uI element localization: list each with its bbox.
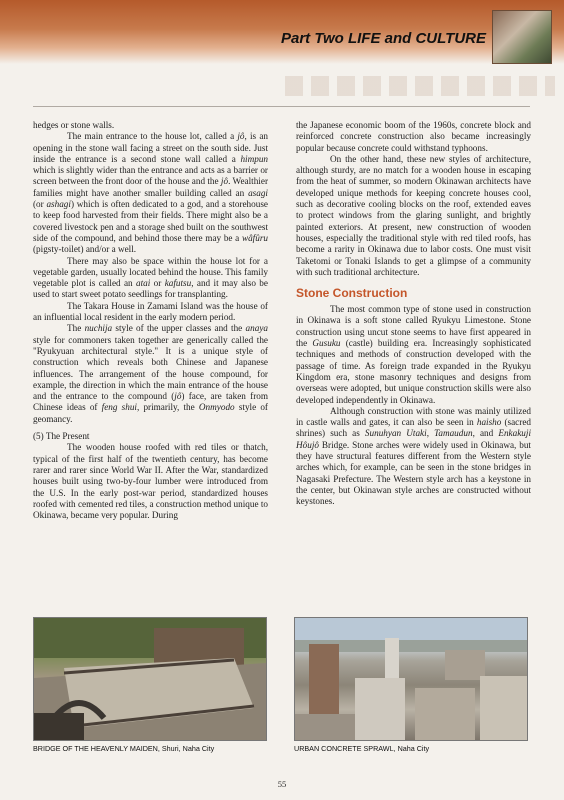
photo-caption: URBAN CONCRETE SPRAWL, Naha City xyxy=(294,744,430,753)
paragraph: Although construction with stone was mainly utilized in castle walls and gates, it can also be seen in haisho (sacred shrines) such as Sunuhyan Utaki, Tamaudun, and Enkakuji Hôujô Bridge. Stone arches were widely used in Okinawa, but they have structural features different from the Western style arches which, for example, can be seen in the stone bridges in Nagasaki Prefecture. The Western style arch has a keystone in the center, but Okinawan style arches are constructed without keystones. xyxy=(296,405,531,507)
faded-background-text xyxy=(285,76,555,96)
header-divider xyxy=(33,106,530,107)
paragraph: hedges or stone walls. xyxy=(33,120,115,130)
subsection-heading: (5) The Present xyxy=(33,431,90,442)
paragraph: On the other hand, these new styles of architecture, although sturdy, are no match for a wooden house in escaping from the heat of summer, so modern Okinawan architects have developed unique methods for keeping concrete houses cool, such as decorative cooling blocks on the roof, extended eaves to protect windows from the glaring sunlight, and brightly painted exteriors. At present, new construction of wooden houses, especially the traditional style with red tiled roofs, has become a rarity in Okinawa due to labor costs. One must visit Taketomi or Tonaki Islands to get a glimpse of a community with such traditional architecture. xyxy=(296,153,531,277)
section-heading: Stone Construction xyxy=(296,286,408,301)
paragraph: The nuchija style of the upper classes and the anaya style for commoners taken together are generically called the "Ryukyuan architectural style." It is a unique style of construction which reveals both Chinese and Japanese influences. The arrangement of the house compound, for example, the direction in which the main entrance of the house and the entrance to the compound (jô) face, are taken from Chinese ideas of feng shui, primarily, the Onmyodo style of geomancy. xyxy=(33,323,268,424)
left-text-column xyxy=(33,120,268,521)
paragraph: The wooden house roofed with red tiles or thatch, typical of the first half of the twentieth century, has become rarer and rarer since World War II. After the War, standardized houses built using two-by-four lumber were introduced from the U.S. In the early post-war period, standardized houses roofed with cemented red tiles, a construction method unique to Okinawa, became very popular. During xyxy=(33,442,268,521)
paragraph: The most common type of stone used in construction in Okinawa is a soft stone called Ryukyu Limestone. Stone construction using uncut stone seems to have first appeared in the Gusuku (castle) building era. Increasingly sophisticated techniques and methods of construction developed with the passage of time. As foreign trade expanded in the Ryukyu Kingdom era, stone masonry techniques and designs from overseas were adopted, but unique construction skills were also developed independently in Okinawa. xyxy=(296,304,531,405)
paragraph: There may also be space within the house lot for a vegetable garden, usually located behind the house. This family vegetable plot is called an atai or kafutsu, and it may also be used to start sweet potato seedlings for transplanting. xyxy=(33,255,268,300)
right-text-column xyxy=(296,120,531,508)
photo-caption: BRIDGE OF THE HEAVENLY MAIDEN, Shuri, Naha City xyxy=(33,744,215,753)
city-sprawl-photo xyxy=(294,617,528,741)
paragraph: The main entrance to the house lot, called a jô, is an opening in the stone wall facing a street on the south side. Just inside the entrance is a second stone wall called a himpun which is slightly wider than the entrance and acts as a barrier or screen between the front door of the house and the jô. Wealthier families might have another smaller building called an asagi (or ashagi) which is often dedicated to a god, and a storehouse to keep food harvested from their fields. There might also be a covered livestock pen and a storage shed built on the southwest side of the compound, and behind those there may be a wâfûru (pigsty-toilet) and/or a well. xyxy=(33,131,268,255)
page-number: 55 xyxy=(277,779,287,789)
bridge-photo xyxy=(33,617,267,741)
chapter-title: Part Two LIFE and CULTURE xyxy=(281,30,486,47)
header-photo-thumbnail xyxy=(492,10,552,64)
page-header xyxy=(0,0,564,64)
paragraph: the Japanese economic boom of the 1960s, concrete block and reinforced concrete construction also became increasingly popular because concrete could withstand typhoons. xyxy=(296,120,531,153)
paragraph: The Takara House in Zamami Island was the house of an influential local resident in the early modern period. xyxy=(33,300,268,323)
